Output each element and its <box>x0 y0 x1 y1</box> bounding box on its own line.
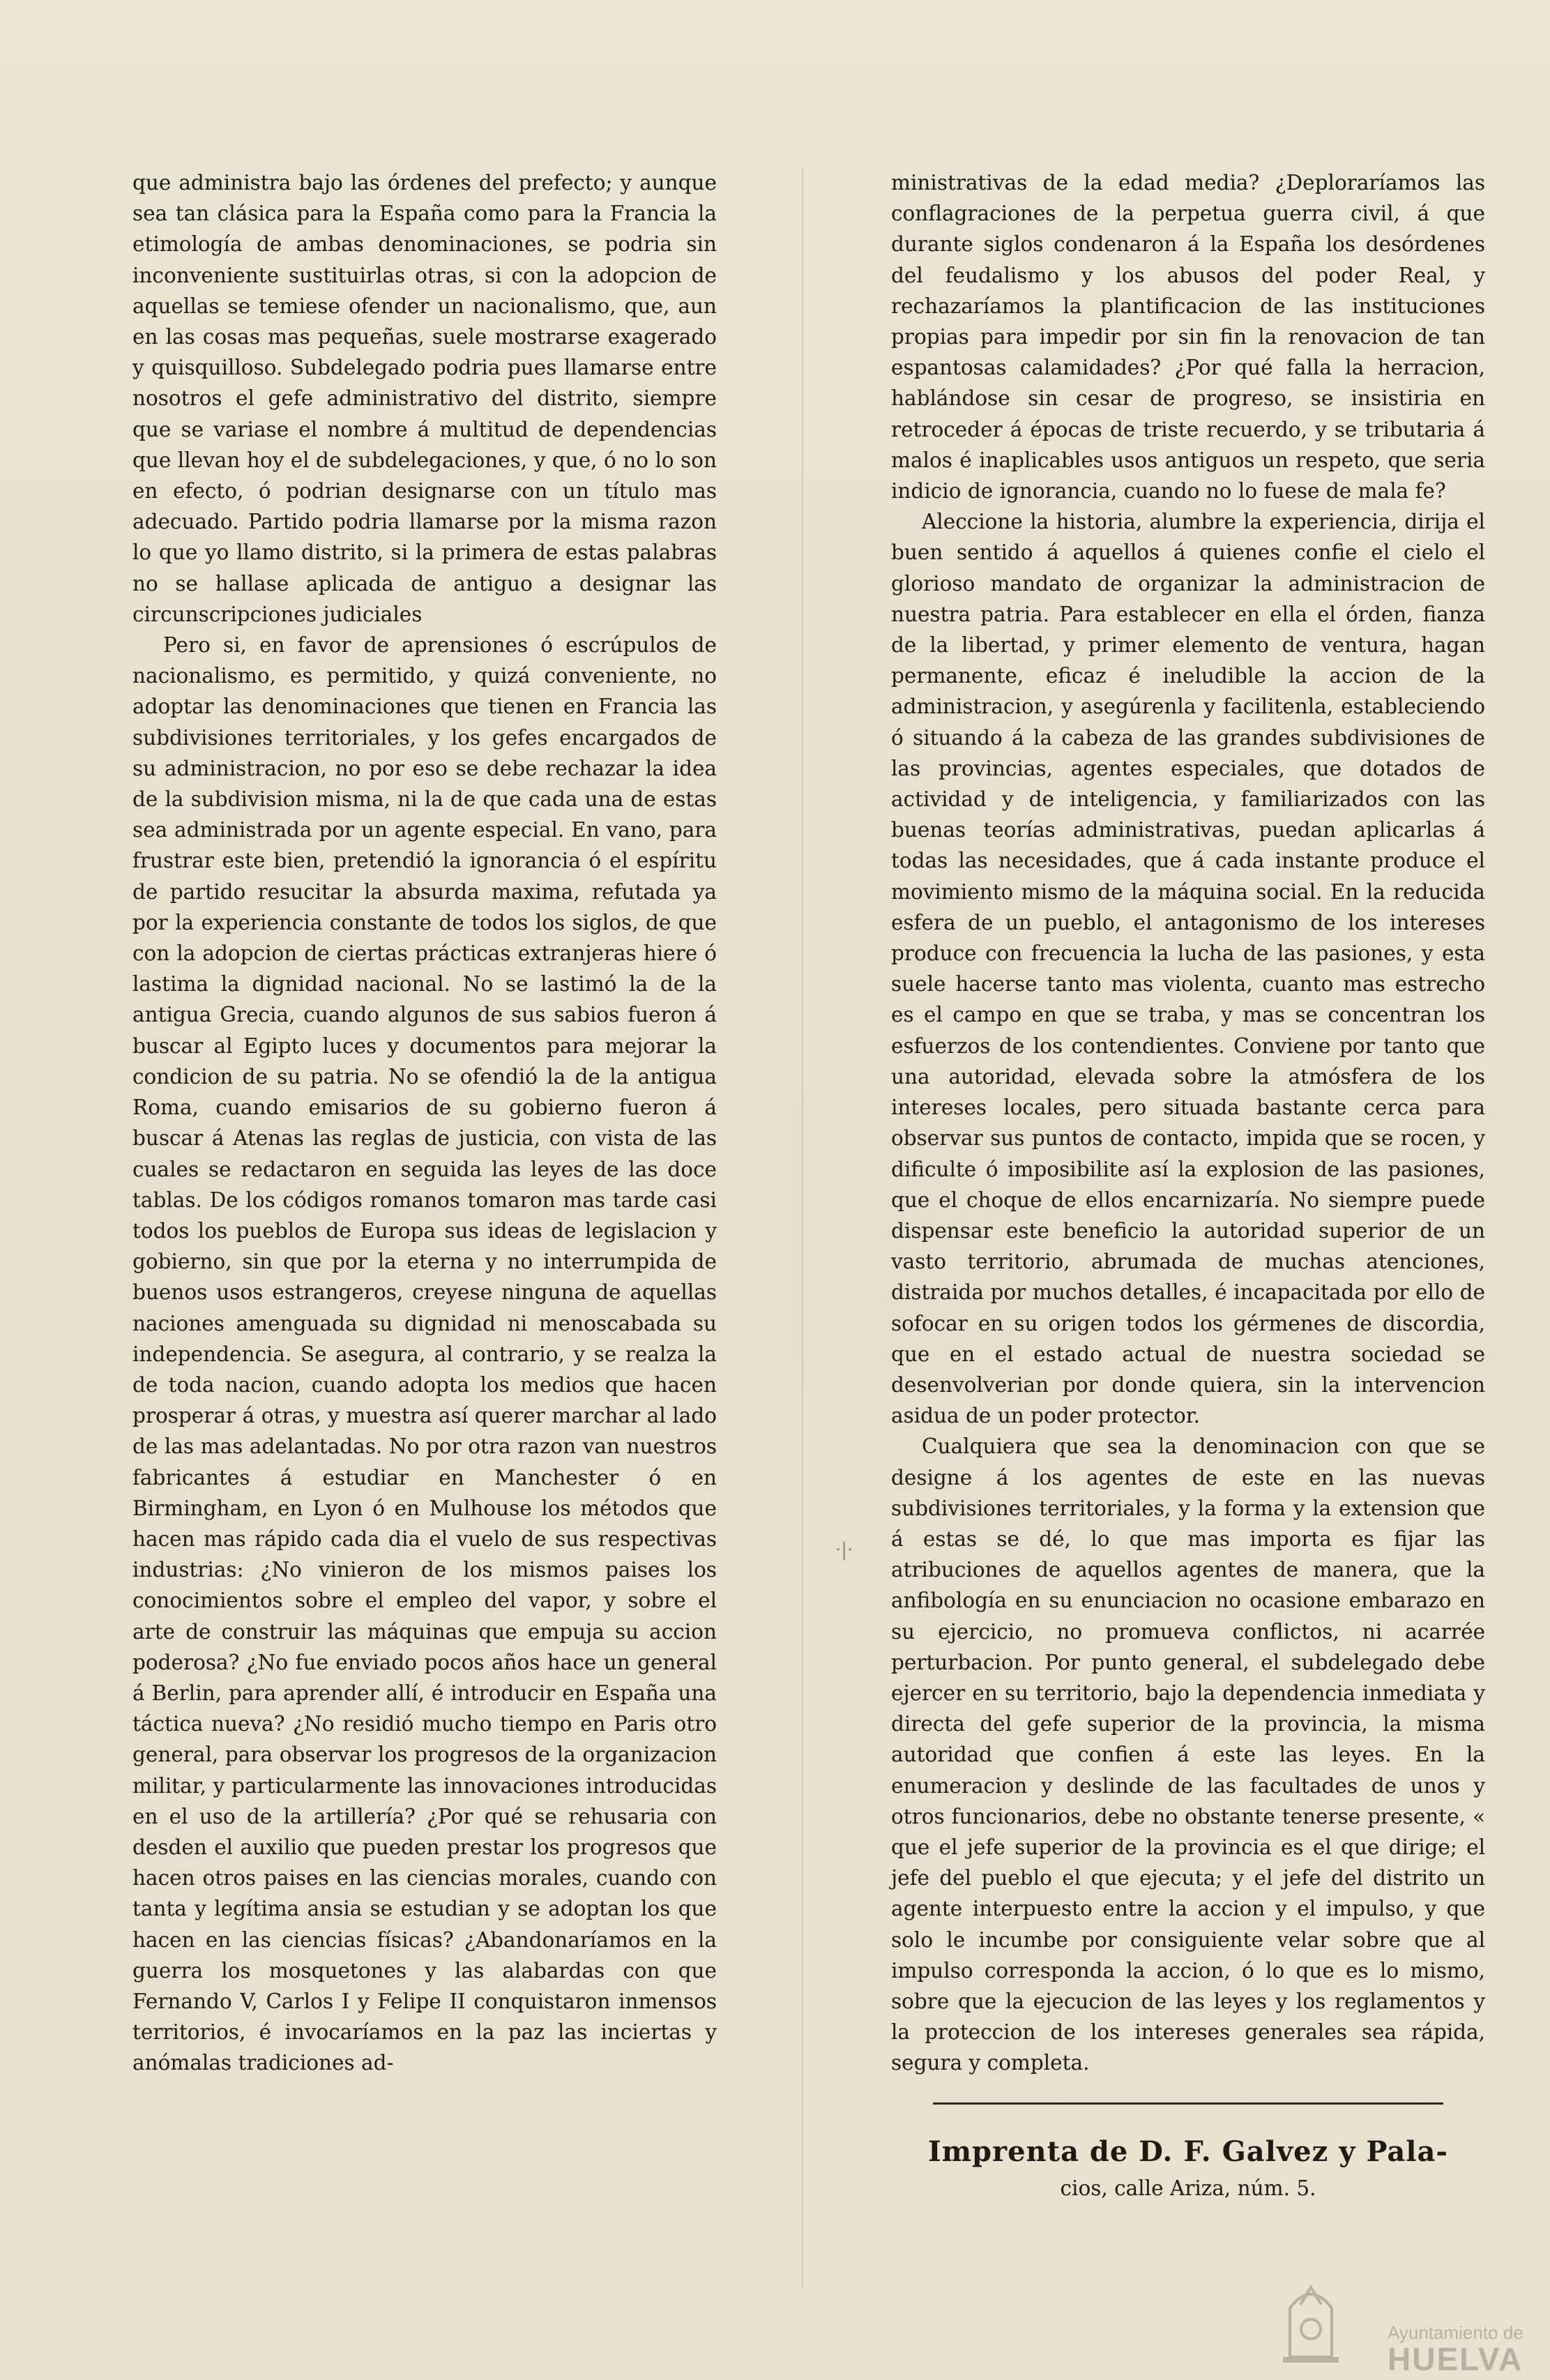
right-paragraph-1: ministrativas de la edad media? ¿Deploraríamos las conflagraciones de la perpetua guerra civil, á que durante siglos condenaron á la España los desórdenes del feudalismo y los abusos del poder Real, y rechazaríamos la plantificacion de las instituciones propias para impedir por sin fin la renovacion de tan espantosas calamidades? ¿Por qué falla la herracion, hablándose sin cesar de progreso, se insistiria en retroceder á épocas de triste recuerdo, y se tributaria á malos é inaplicables usos antiguos un respeto, que seria indicio de ignorancia, cuando no lo fuese de mala fe? <box>891 171 1485 503</box>
right-paragraph-2: Aleccione la historia, alumbre la experiencia, dirija el buen sentido á aquellos á quienes confie el cielo el glorioso mandato de organizar la administracion de nuestra patria. Para establecer en ella el órden, fianza de la libertad, y primer elemento de ventura, hagan permanente, eficaz é ineludible la accion de la administracion, y asegúrenla y facilitenla, estableciendo ó situando á la cabeza de las grandes subdivisiones de las provincias, agentes especiales, que dotados de actividad y de inteligencia, y familiarizados con las buenas teorías administrativas, puedan aplicarlas á todas las necesidades, que á cada instante produce el movimiento mismo de la máquina social. En la reducida esfera de un pueblo, el antagonismo de los intereses produce con frecuencia la lucha de las pasiones, y esta suele hacerse tanto mas violenta, cuanto mas estrecho es el campo en que se traba, y mas se concentran los esfuerzos de los contendientes. Conviene por tanto que una autoridad, elevada sobre la atmósfera de los intereses locales, pero situada bastante cerca para observar sus puntos de contacto, impida que se rocen, y dificulte ó imposibilite así la explosion de las pasiones, que el choque de ellos encarnizaría. No siempre puede dispensar este beneficio la autoridad superior de un vasto territorio, abrumada de muchas atenciones, distraida por muchos detalles, é incapacitada por ello de sofocar en su origen todos los gérmenes de discordia, que en el estado actual de nuestra sociedad se desenvolverian por donde quiera, sin la intervencion asidua de un poder protector. <box>891 510 1485 1428</box>
left-paragraph-1: que administra bajo las órdenes del prefecto; y aunque sea tan clásica para la España como para la Francia la etimología de ambas denominaciones, se podria sin inconveniente sustituirlas otras, si con la adopcion de aquellas se temiese ofender un nacionalismo, que, aun en las cosas mas pequeñas, suele mostrarse exagerado y quisquilloso. Subdelegado podria pues llamarse entre nosotros el gefe administrativo del distrito, siempre que se variase el nombre á multitud de dependencias que llevan hoy el de subdelegaciones, y que, ó no lo son en efecto, ó podrian designarse con un título mas adecuado. Partido podria llamarse por la misma razon lo que yo llamo distrito, si la primera de estas palabras no se hallase aplicada de antiguo a designar las circunscripciones judiciales <box>132 171 717 626</box>
right-column <box>891 167 1485 2204</box>
imprint-line-2: cios, calle Ariza, núm. 5. <box>1060 2176 1316 2200</box>
right-paragraph-3: Cualquiera que sea la denominacion con que se designe á los agentes de este en las nuevas subdivisiones territoriales, y la forma y la extension que á estas se dé, lo que mas importa es fijar las atribuciones de aquellos agentes de manera, que la anfibología en su enunciacion no ocasione embarazo en su ejercicio, no promueva conflictos, ni acarrée perturbacion. Por punto general, el subdelegado debe ejercer en su territorio, bajo la dependencia inmediata y directa del gefe superior de la provincia, la misma autoridad que confien á este las leyes. En la enumeracion y deslinde de las facultades de unos y otros funcionarios, debe no obstante tenerse presente, « que el jefe superior de la provincia es el que dirige; el jefe del pueblo el que ejecuta; y el jefe del distrito un agente interpuesto entre la accion y el impulso, y que solo le incumbe por consiguiente velar sobre que al impulso corresponda la accion, ó lo que es lo mismo, sobre que la ejecucion de las leyes y los reglamentos y la proteccion de los intereses generales sea rápida, segura y completa. <box>891 1434 1485 2075</box>
column-gutter <box>802 167 803 2287</box>
left-paragraph-2: Pero si, en favor de aprensiones ó escrúpulos de nacionalismo, es permitido, y quizá conveniente, no adoptar las denominaciones que tienen en Francia las subdivisiones territoriales, y los gefes encargados de su administracion, no por eso se debe rechazar la idea de la subdivision misma, ni la de que cada una de estas sea administrada por un agente especial. En vano, para frustrar este bien, pretendió la ignorancia ó el espíritu de partido resucitar la absurda maxima, refutada ya por la experiencia constante de todos los siglos, de que con la adopcion de ciertas prácticas extranjeras hiere ó lastima la dignidad nacional. No se lastimó la de la antigua Grecia, cuando algunos de sus sabios fueron á buscar al Egipto luces y documentos para mejorar la condicion de su patria. No se ofendió la de la antigua Roma, cuando emisarios de su gobierno fueron á buscar á Atenas las reglas de justicia, con vista de las cuales se redactaron en seguida las leyes de las doce tablas. De los códigos romanos tomaron mas tarde casi todos los pueblos de Europa sus ideas de legislacion y gobierno, sin que por la eterna y no interrumpida de buenos usos estrangeros, creyese ninguna de aquellas naciones amenguada su dignidad ni menoscabada su independencia. Se asegura, al contrario, y se realza la de toda nacion, cuando adopta los medios que hacen prosperar á otras, y muestra así querer marchar al lado de las mas adelantadas. No por otra razon van nuestros fabricantes á estudiar en Manchester ó en Birmingham, en Lyon ó en Mulhouse los métodos que hacen mas rápido cada dia el vuelo de sus respectivas industrias: ¿No vinieron de los mismos paises los conocimientos sobre el empleo del vapor, y sobre el arte de construir las máquinas que empuja su accion poderosa? ¿No fue enviado pocos años hace un general á Berlin, para aprender allí, é introducir en España una táctica nueva? ¿No residió mucho tiempo en Paris otro general, para observar los progresos de la organizacion militar, y particularmente las innovaciones introducidas en el uso de la artillería? ¿Por qué se rehusaria con desden el auxilio que pueden prestar los progresos que hacen otros paises en las ciencias morales, cuando con tanta y legítima ansia se estudian y se adoptan los que hacen en las ciencias físicas? ¿Abandonaríamos en la guerra los mosquetones y las alabardas con que Fernando V, Carlos I y Felipe II conquistaron inmensos territorios, é invocaríamos en la paz las inciertas y anómalas tradiciones ad- <box>132 633 717 2075</box>
watermark-text-2: HUELVA <box>1388 2341 1524 2377</box>
imprint-rule <box>933 2102 1444 2105</box>
watermark-text-1: Ayuntamiento de <box>1388 2322 1524 2343</box>
margin-mark: ·|· <box>835 1540 853 1561</box>
left-column <box>132 167 717 2079</box>
imprint-line-1: Imprenta de D. F. Galvez y Pala- <box>927 2135 1449 2168</box>
